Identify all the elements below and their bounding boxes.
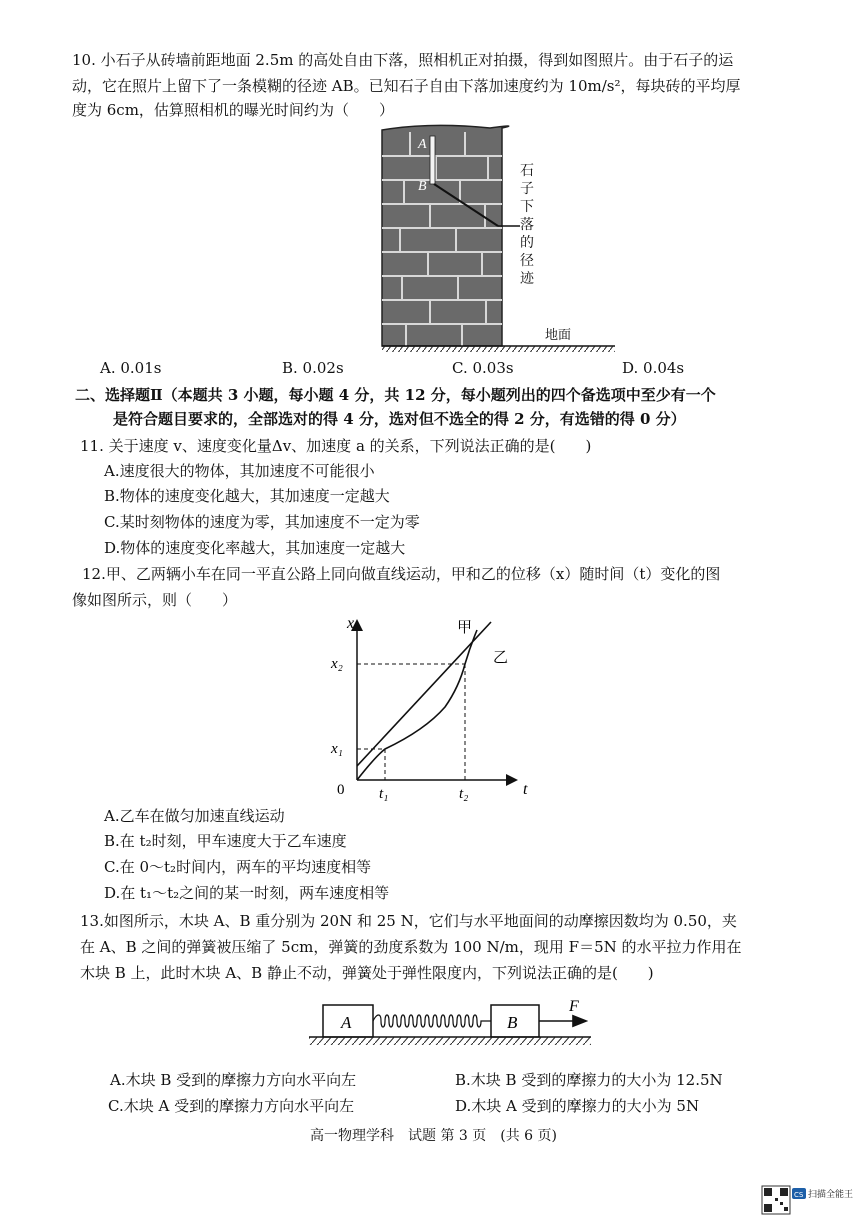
curve-yi <box>357 630 477 780</box>
q13-option-b: B.木块 B 受到的摩擦力的大小为 12.5N <box>455 1071 723 1089</box>
page-footer: 高一物理学科 试题 第 3 页 (共 6 页) <box>310 1128 557 1144</box>
q11-option-a: A.速度很大的物体，其加速度不可能很小 <box>104 462 375 480</box>
q13-stem-line2: 在 A、B 之间的弹簧被压缩了 5cm，弹簧的劲度系数为 100 N/m，现用 F＝5N 的水平拉力作用在 <box>80 938 742 956</box>
q10-option-a: A. 0.01s <box>100 359 162 377</box>
ground-hatch <box>382 346 615 352</box>
x-axis-label: t <box>523 781 528 798</box>
spring <box>373 1015 491 1027</box>
trail-label: 石子下落的径迹 <box>520 163 534 287</box>
force-label: F <box>569 998 579 1015</box>
q13-option-a: A.木块 B 受到的摩擦力方向水平向左 <box>110 1071 357 1089</box>
section2-heading-line2: 是符合题目要求的，全部选对的得 4 分，选对但不选全的得 2 分，有选错的得 0 分） <box>113 410 686 428</box>
q12-option-d: D.在 t₁～t₂之间的某一时刻，两车速度相等 <box>104 884 390 902</box>
x1-label: x₁ <box>331 741 343 757</box>
q12-stem-line2: 像如图所示，则（ ） <box>72 591 238 609</box>
t2-label: t₂ <box>459 786 469 802</box>
q13-stem-line1: 13.如图所示，木块 A、B 重分别为 20N 和 25 N，它们与水平地面间的动摩擦因数均为 0.50，夹 <box>80 912 737 930</box>
floor-hatch <box>309 1037 591 1045</box>
brick-wall <box>382 125 509 346</box>
q10-stem-line1: 10. 小石子从砖墙前距地面 2.5m 的高处自由下落，照相机正对拍摄，得到如图照片。由于石子的运 <box>72 51 734 69</box>
q11-option-b: B.物体的速度变化越大，其加速度一定越大 <box>104 487 390 505</box>
scanner-logo <box>760 1182 860 1222</box>
label-a: A <box>418 137 427 152</box>
block-a-label: A <box>341 1013 352 1032</box>
q12-stem-line1: 12.甲、乙两辆小车在同一平直公路上同向做直线运动，甲和乙的位移（x）随时间（t）变化的图 <box>82 565 721 583</box>
section2-heading-line1: 二、选择题Ⅱ（本题共 3 小题，每小题 4 分，共 12 分，每小题列出的四个备选项中至少有一个 <box>75 386 716 404</box>
q13-option-d: D.木块 A 受到的摩擦力的大小为 5N <box>455 1097 700 1115</box>
q13-stem-line3: 木块 B 上，此时木块 A、B 静止不动，弹簧处于弹性限度内，下列说法正确的是( ) <box>80 964 654 982</box>
stone-trail <box>430 136 435 184</box>
q12-option-b: B.在 t₂时刻，甲车速度大于乙车速度 <box>104 832 347 850</box>
q10-option-d: D. 0.04s <box>622 359 685 377</box>
jia-label: 甲 <box>457 618 473 636</box>
t1-label: t₁ <box>379 786 389 802</box>
dashed-guides <box>357 664 465 780</box>
q10-option-b: B. 0.02s <box>282 359 344 377</box>
label-b: B <box>418 179 427 194</box>
q11-option-c: C.某时刻物体的速度为零，其加速度不一定为零 <box>104 513 420 531</box>
block-b-label: B <box>507 1013 518 1032</box>
q11-stem: 11. 关于速度 v、速度变化量Δv、加速度 a 的关系，下列说法正确的是( ) <box>80 437 592 455</box>
brick-wall-figure <box>370 118 620 356</box>
scanner-logo-text: 扫描全能王 <box>808 1190 854 1200</box>
svg-text:CS: CS <box>794 1191 804 1199</box>
q13-option-c: C.木块 A 受到的摩擦力方向水平向左 <box>108 1097 355 1115</box>
q11-option-d: D.物体的速度变化率越大，其加速度一定越大 <box>104 539 406 557</box>
q12-option-c: C.在 0～t₂时间内，两车的平均速度相等 <box>104 858 372 876</box>
q10-stem-line3: 度为 6cm，估算照相机的曝光时间约为（ ） <box>72 101 394 119</box>
origin-label: 0 <box>337 782 345 798</box>
xt-graph <box>325 612 545 802</box>
q10-option-c: C. 0.03s <box>452 359 514 377</box>
q10-stem-line2: 动，它在照片上留下了一条模糊的径迹 AB。已知石子自由下落加速度约为 10m/s²，每块砖的平均厚 <box>72 77 741 95</box>
yi-label: 乙 <box>493 648 509 666</box>
ground-label: 地面 <box>545 328 572 343</box>
blocks-spring-figure <box>305 995 595 1055</box>
x2-label: x₂ <box>331 656 343 672</box>
q12-option-a: A.乙车在做匀加速直线运动 <box>104 807 285 825</box>
y-axis-label: x <box>347 615 355 632</box>
